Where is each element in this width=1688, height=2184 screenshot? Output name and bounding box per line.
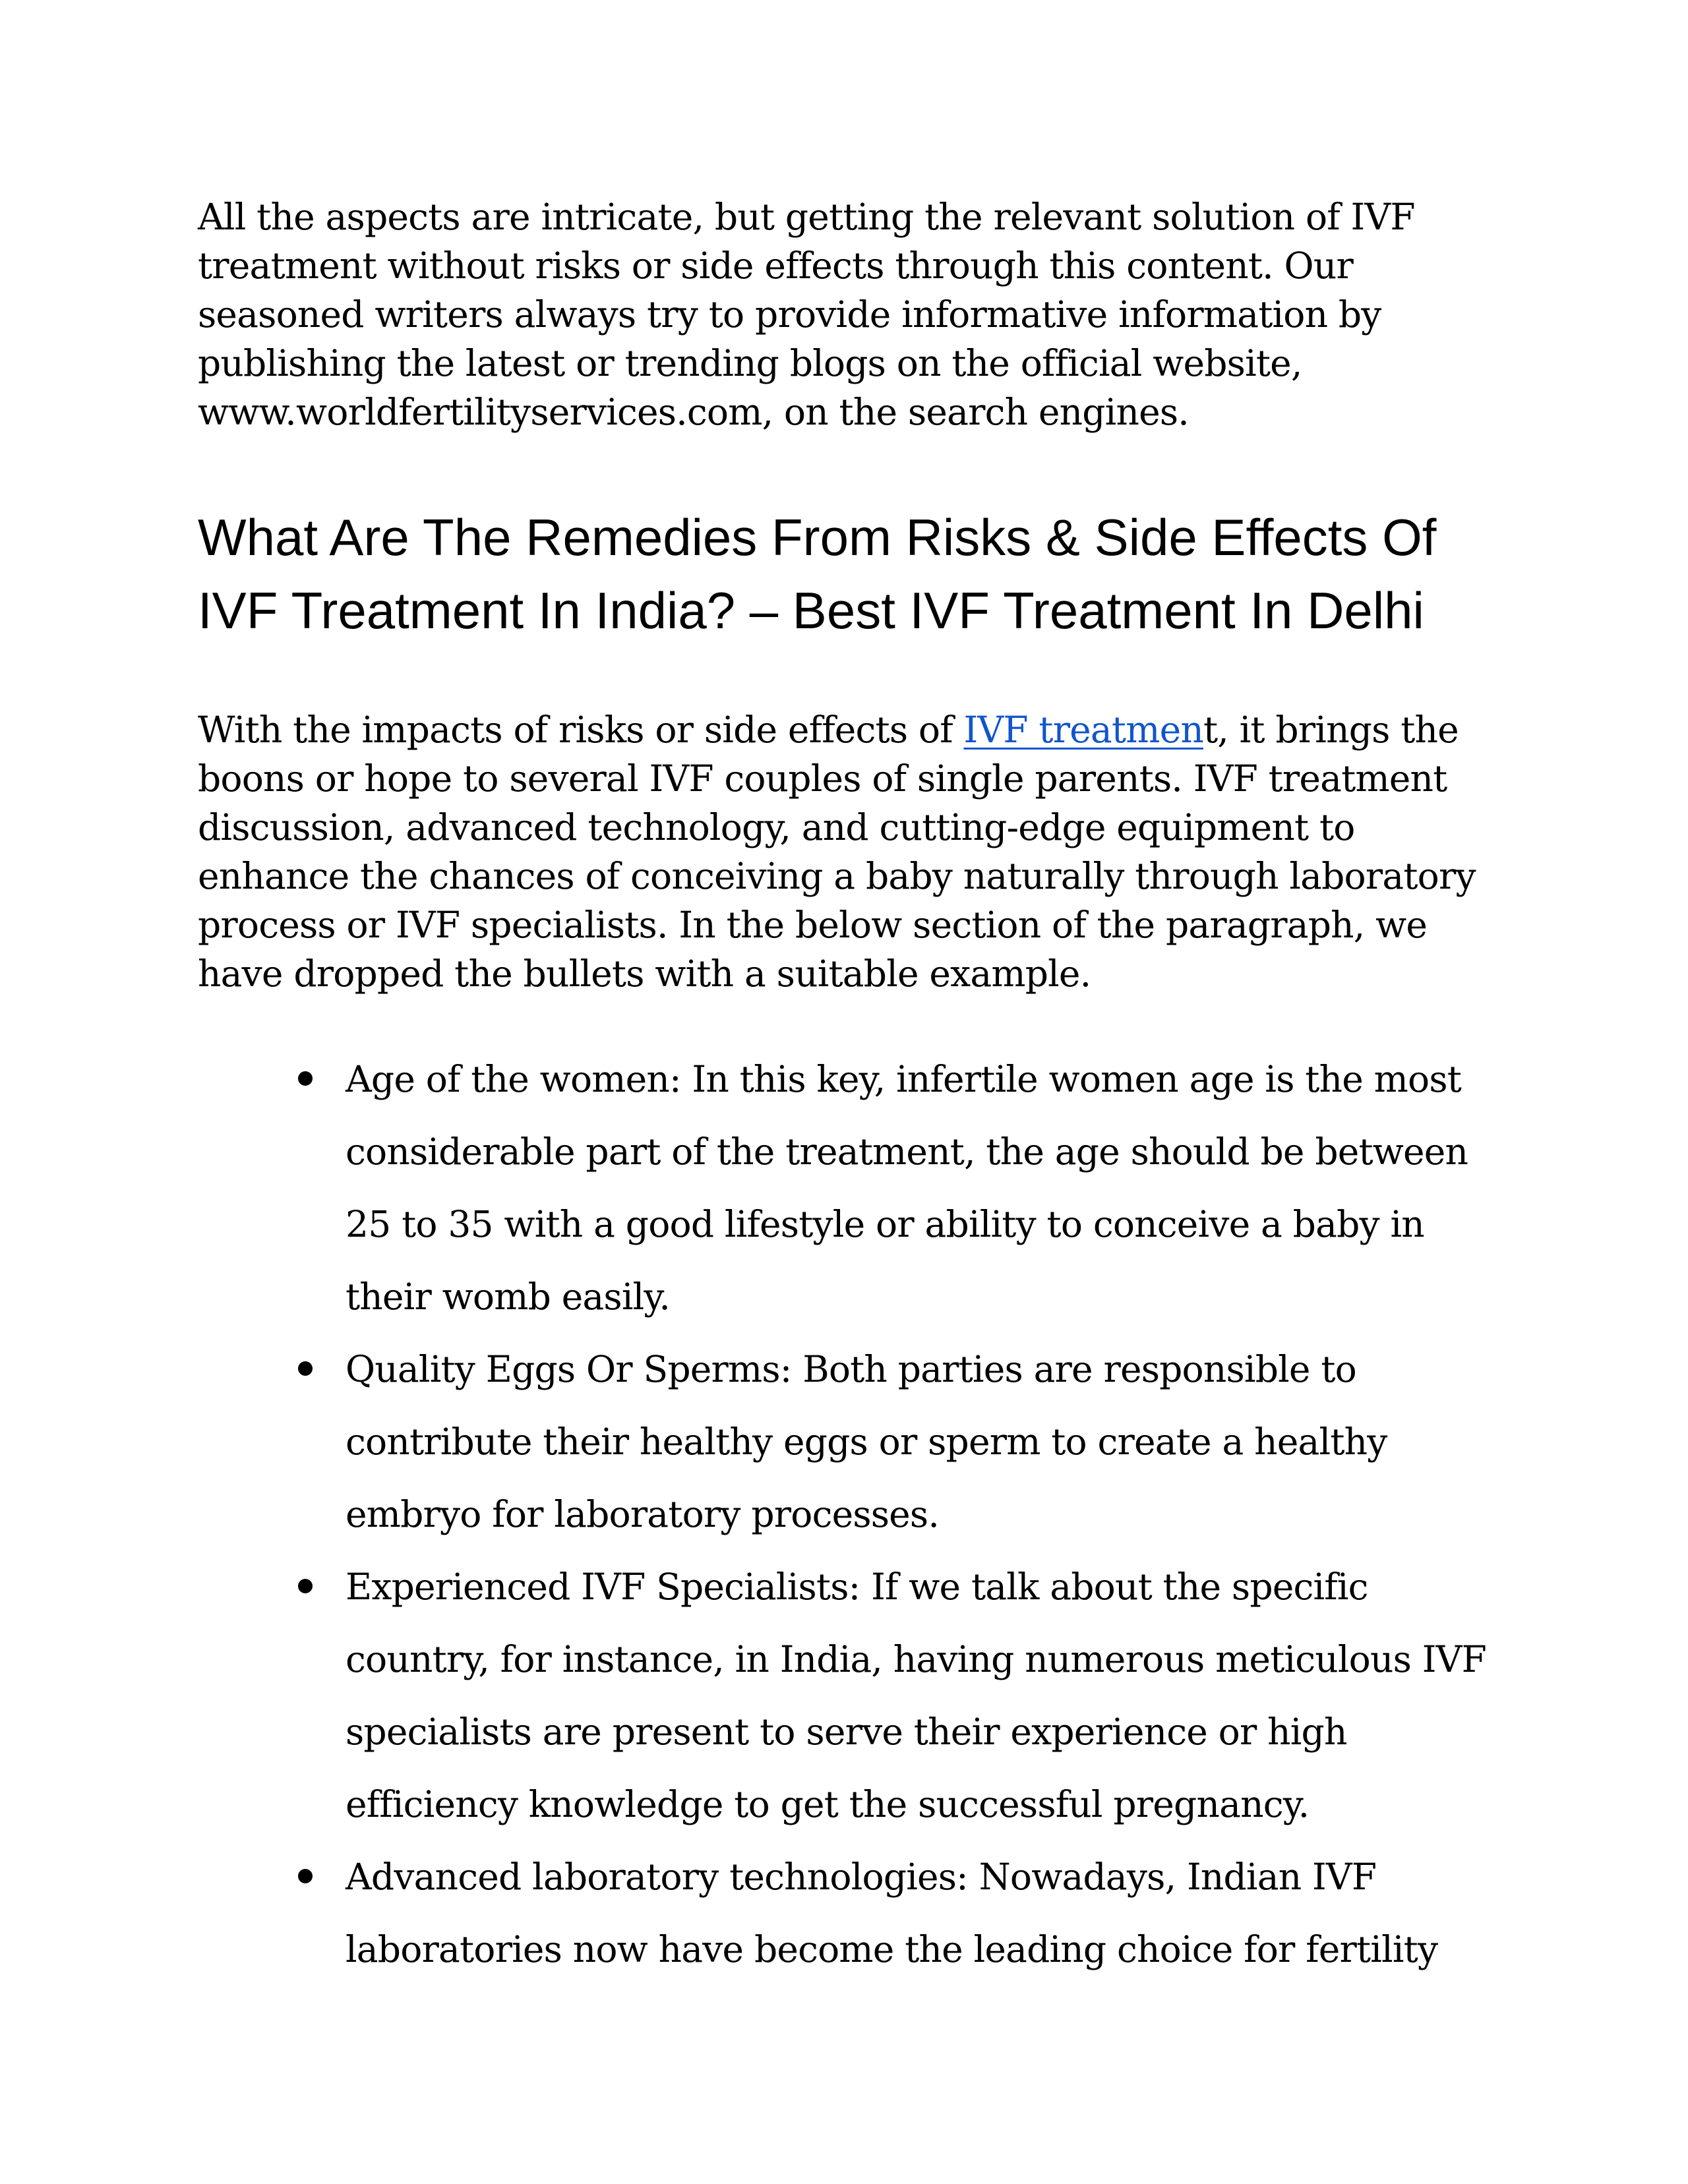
body-text-after-link: t, it brings the boons or hope to several IVF couples of single parents. IVF treatment discussion, advanced technology, and cutting-edge equipment to enhance the chances of conceiving a baby naturally through laboratory process or IVF specialists. In the below section of the paragraph, we have dropped the bullets with a suitable example. bbox=[198, 709, 1476, 995]
body-paragraph bbox=[198, 705, 1490, 998]
list-item bbox=[346, 1333, 1490, 1550]
bullet-list bbox=[198, 1043, 1490, 1986]
bullet-text: Age of the women: In this key, infertile women age is the most considerable part of the treatment, the age should be between 25 to 35 with a good lifestyle or ability to conceive a baby in their womb easily. bbox=[346, 1058, 1468, 1318]
bullet-dot-icon bbox=[298, 1361, 313, 1376]
list-item bbox=[346, 1043, 1490, 1333]
bullet-text: Quality Eggs Or Sperms: Both parties are responsible to contribute their healthy eggs or sperm to create a healthy embryo for laboratory processes. bbox=[346, 1348, 1387, 1535]
ivf-treatment-link[interactable]: IVF treatmen bbox=[963, 709, 1203, 751]
bullet-text: Experienced IVF Specialists: If we talk about the specific country, for instance, in India, having numerous meticulous IVF specialists are present to serve their experience or high efficiency knowledge to get the successful pregnancy. bbox=[346, 1566, 1486, 1825]
body-text-before-link: With the impacts of risks or side effects of bbox=[198, 709, 964, 751]
document-content bbox=[198, 192, 1490, 1986]
bullet-dot-icon bbox=[298, 1071, 313, 1086]
bullet-text: Advanced laboratory technologies: Nowadays, Indian IVF laboratories now have become the leading choice for fertility bbox=[346, 1856, 1438, 1970]
bullet-dot-icon bbox=[298, 1579, 313, 1593]
section-heading: What Are The Remedies From Risks & Side Effects Of IVF Treatment In India? – Best IVF Treatment In Delhi bbox=[198, 508, 1437, 639]
list-item bbox=[346, 1841, 1490, 1986]
list-item bbox=[346, 1550, 1490, 1841]
bullet-dot-icon bbox=[298, 1869, 313, 1883]
intro-paragraph: All the aspects are intricate, but getting the relevant solution of IVF treatment without risks or side effects through this content. Our seasoned writers always try to provide informative information by publishing the latest or trending blogs on the official website, www.worldfertilityservices.com, on the search engines. bbox=[198, 196, 1415, 433]
